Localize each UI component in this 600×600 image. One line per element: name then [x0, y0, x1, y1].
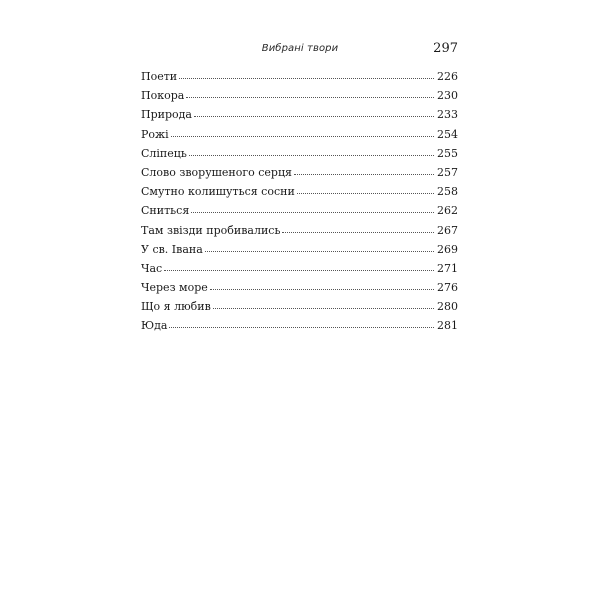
toc-entry: [141, 105, 458, 124]
dot-leader: [294, 174, 434, 175]
dot-leader: [297, 193, 434, 194]
toc-entry-page: 254: [437, 127, 458, 141]
toc-entry-page: 258: [437, 185, 458, 199]
toc-entry-title: Слово зворушеного серця: [141, 165, 292, 179]
dot-leader: [194, 116, 434, 117]
dot-leader: [282, 232, 434, 233]
toc-entry-page: 233: [437, 108, 458, 122]
toc-entry-title: Сниться: [141, 204, 190, 218]
toc-entry: [141, 182, 458, 201]
running-title: Вибрані твори: [261, 43, 339, 54]
toc-entry: [141, 67, 458, 86]
toc-entry-title: Поети: [141, 70, 178, 83]
toc-entry: [141, 125, 458, 144]
dot-leader: [169, 327, 434, 328]
toc-entry-title: Покора: [141, 89, 185, 103]
toc-entry-page: 276: [437, 281, 458, 295]
toc-entry: [141, 144, 458, 163]
dot-leader: [210, 289, 434, 290]
toc-entry-page: 267: [437, 223, 458, 237]
dot-leader: [189, 155, 434, 156]
toc-entry-title: Сліпець: [141, 146, 187, 160]
page-number: 297: [433, 41, 458, 56]
toc-entry-title: Що я любив: [141, 300, 211, 314]
toc-entry: [141, 221, 458, 240]
running-head: [0, 41, 600, 59]
toc-entry-page: 269: [437, 242, 458, 256]
toc-entry-page: 262: [437, 204, 458, 218]
toc-entry-page: 230: [437, 89, 458, 103]
dot-leader: [186, 97, 434, 98]
dot-leader: [171, 136, 434, 137]
dot-leader: [213, 308, 434, 309]
dot-leader: [191, 212, 434, 213]
toc-entry-page: 281: [437, 319, 458, 333]
toc-entry: [141, 240, 458, 259]
toc-entry-title: Природа: [141, 108, 192, 122]
toc-entry: [141, 163, 458, 182]
toc-entry-page: 257: [437, 165, 458, 179]
toc-entry: [141, 278, 458, 297]
toc-entry-title: Час: [141, 261, 163, 275]
toc-entry: [141, 297, 458, 316]
toc-entry-title: Смутно колишуться сосни: [141, 185, 295, 199]
dot-leader: [179, 78, 434, 79]
toc-entry-title: Рожі: [141, 127, 169, 141]
dot-leader: [205, 251, 434, 252]
dot-leader: [164, 270, 434, 271]
toc-entry-title: У св. Івана: [141, 242, 203, 256]
toc-entry: [141, 259, 458, 278]
toc-entry-page: 226: [437, 70, 458, 83]
toc-entry-title: Через море: [141, 281, 208, 295]
toc-entry-page: 271: [437, 261, 458, 275]
toc-entry: [141, 316, 458, 335]
toc-entry: [141, 201, 458, 220]
toc-entry-title: Юда: [141, 319, 168, 333]
toc-entry-page: 280: [437, 300, 458, 314]
toc-entry-title: Там звізди пробивались: [141, 223, 281, 237]
table-of-contents: [141, 67, 458, 336]
toc-entry-page: 255: [437, 146, 458, 160]
toc-entry: [141, 86, 458, 105]
